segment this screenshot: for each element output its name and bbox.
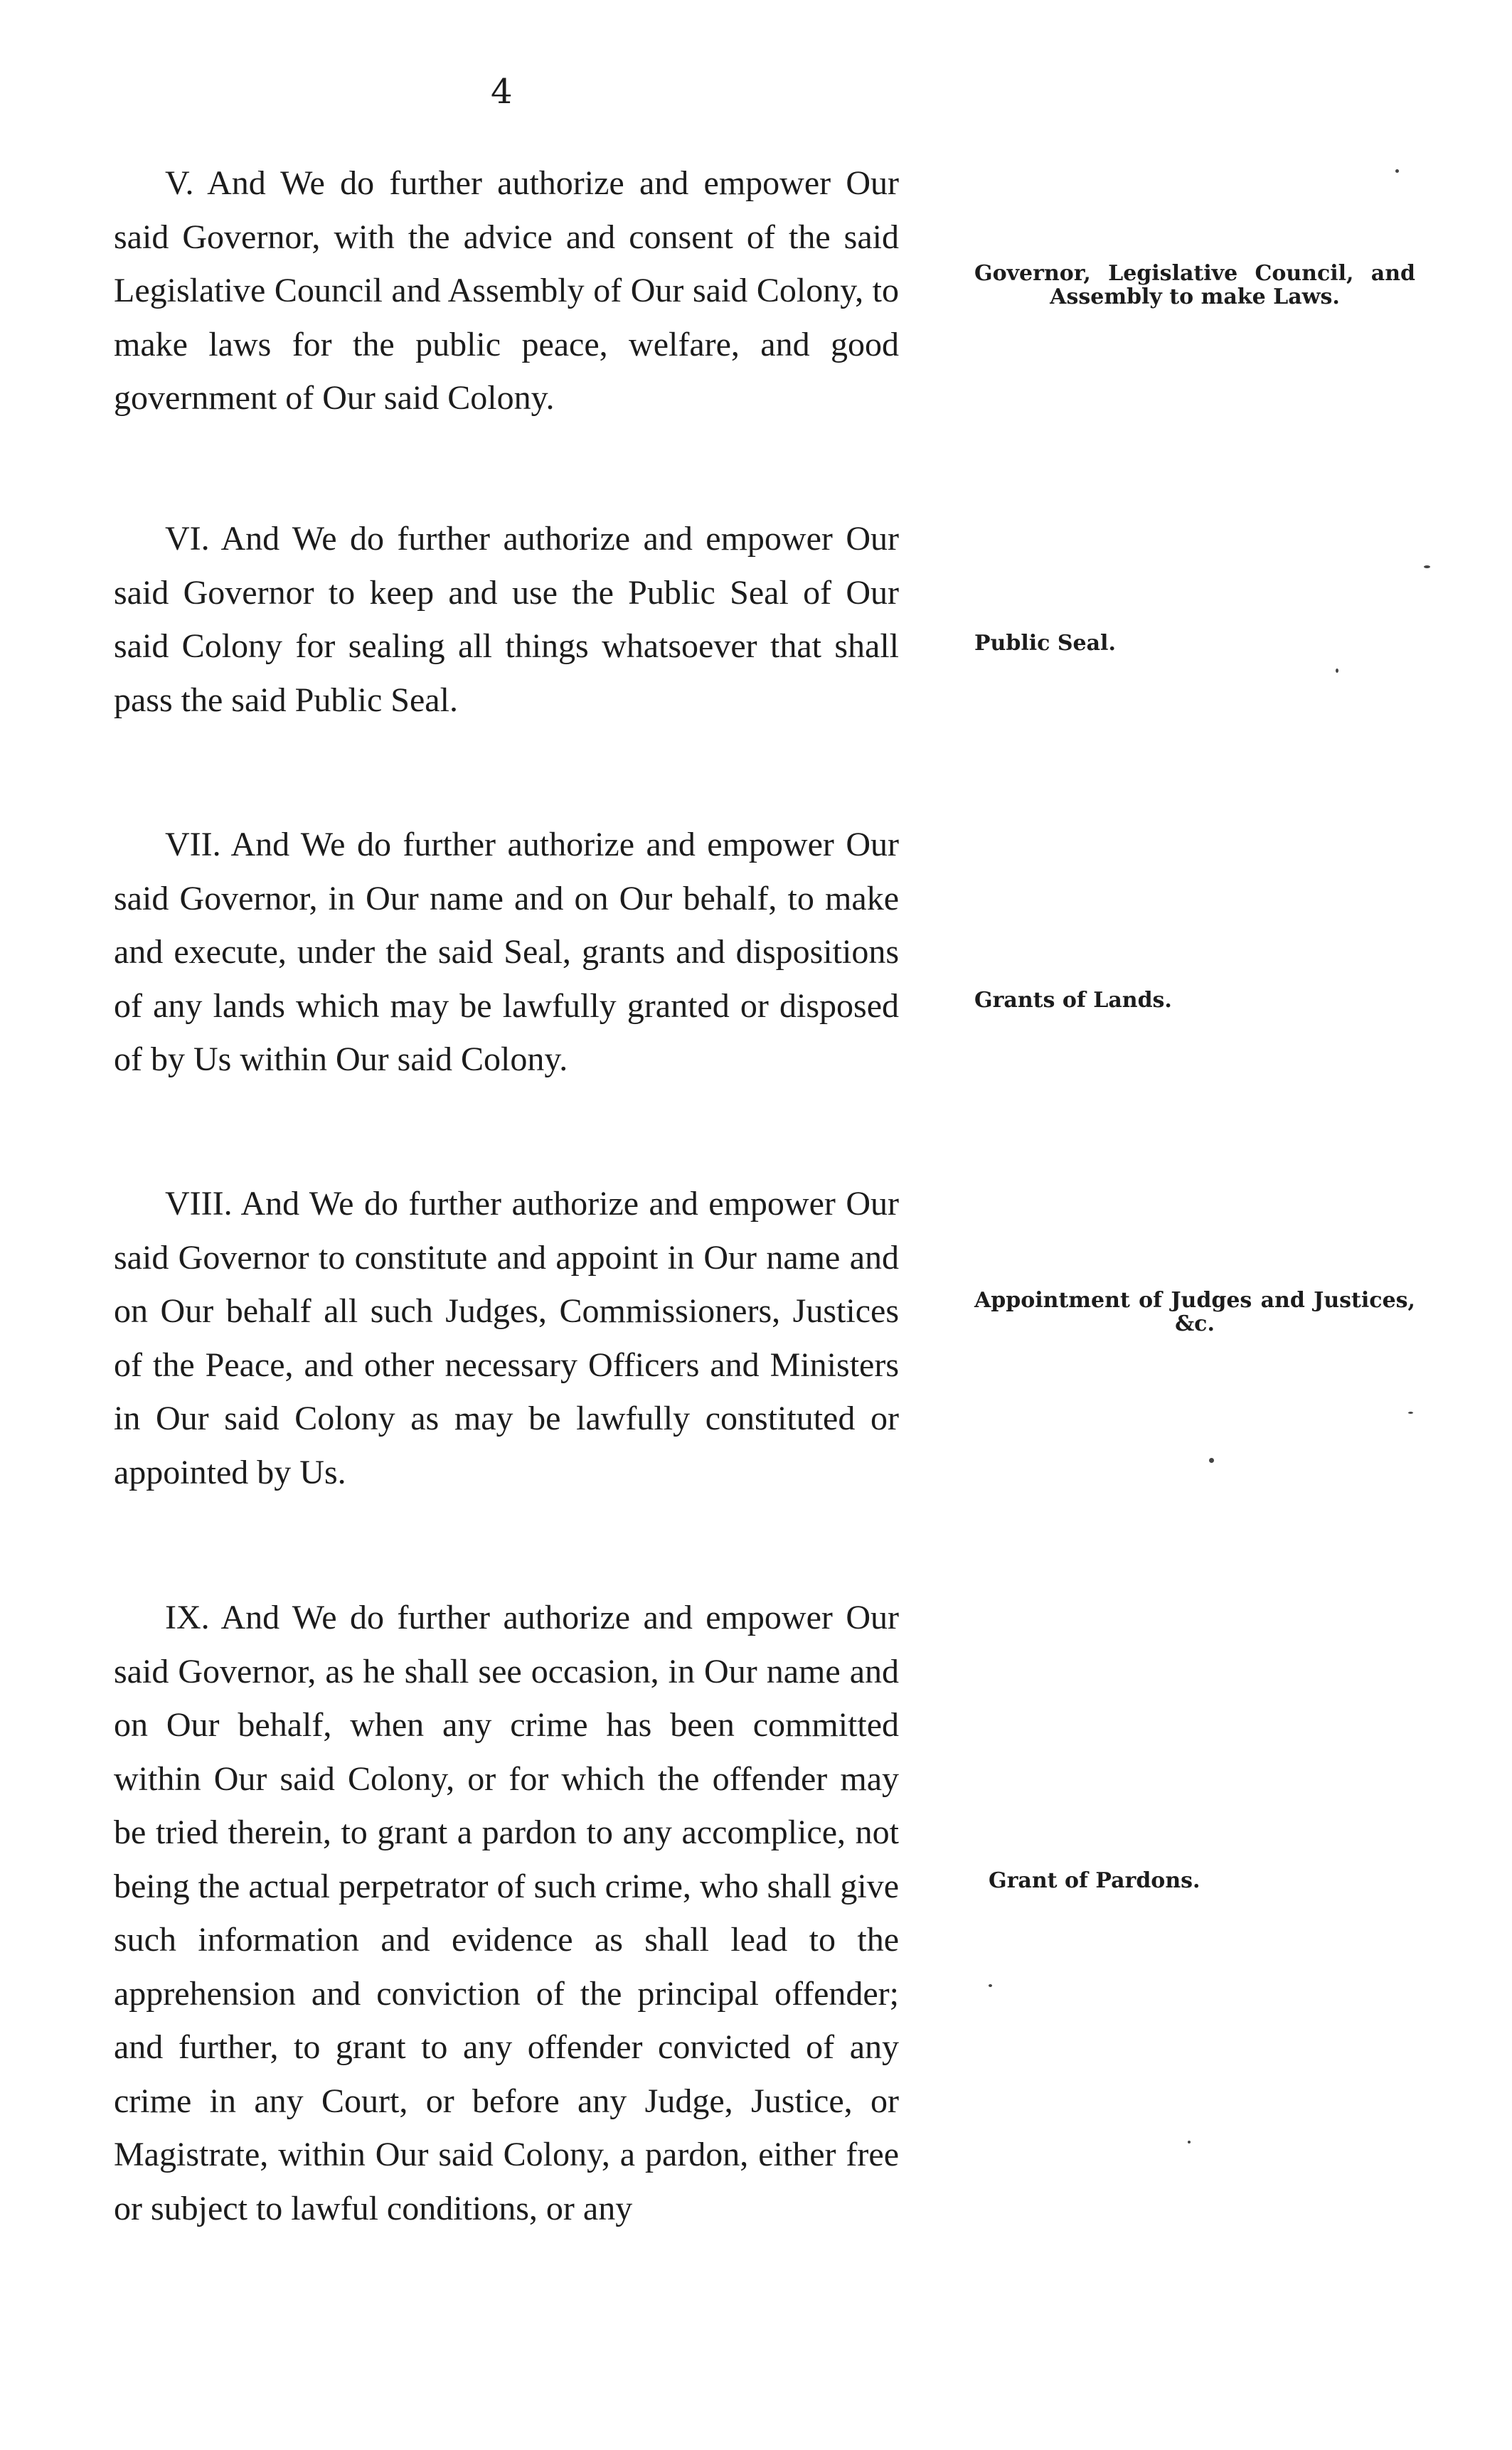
scan-speck: [1336, 669, 1338, 673]
scan-speck: [1395, 169, 1399, 173]
clause-vii: VII. And We do further authorize and empower Our said Governor, in Our name and on Our behalf, to make and execute, under the said Seal, grants and dispositions of any lands which may be lawfully granted or disposed of by Us within Our said Colony.: [114, 826, 899, 1078]
margin-note-grant-of-pardons: Grant of Pardons.: [989, 1868, 1200, 1893]
clause-ix: IX. And We do further authorize and empower Our said Governor, as he shall see occasion, in Our name and on Our behalf, when any crime has been committed within Our said Colony, or for which the offender may be tried therein, to grant a pardon to any accomplice, not being the actual perpetrator of such crime, who shall give such information and evidence as shall lead to the apprehension and conviction of the principal offender; and further, to grant to any offender convicted of any crime in any Court, or before any Judge, Justice, or Magistrate, within Our said Colony, a pardon, either free or subject to lawful conditions, or any: [114, 1599, 899, 2227]
margin-note-grants-of-lands: Grants of Lands.: [974, 988, 1172, 1013]
margin-note-appointment-of-judges: Appointment of Judges and Justices, &c.: [974, 1288, 1415, 1336]
scan-speck: [1408, 1412, 1413, 1414]
scan-speck: [989, 1984, 992, 1987]
margin-note-governor-legislative-council: Governor, Legislative Council, and Assembly to make Laws.: [974, 261, 1415, 309]
margin-note-public-seal: Public Seal.: [974, 631, 1116, 656]
clause-v: V. And We do further authorize and empower Our said Governor, with the advice and consent of the said Legislative Council and Assembly of Our said Colony, to make laws for the public peace, welfare, and good government of Our said Colony.: [114, 164, 899, 417]
scan-speck: [1424, 565, 1430, 568]
clause-viii: VIII. And We do further authorize and empower Our said Governor to constitute and appoint in Our name and on Our behalf all such Judges, Commissioners, Justices of the Peace, and other necessary Officers and Ministers in Our said Colony as may be lawfully constituted or appointed by Us.: [114, 1185, 899, 1491]
scan-speck: [1188, 2141, 1191, 2143]
clause-vi: VI. And We do further authorize and empower Our said Governor to keep and use the Public Seal of Our said Colony for sealing all things whatsoever that shall pass the said Public Seal.: [114, 520, 899, 719]
page-number: 4: [491, 72, 513, 112]
scan-speck: [1209, 1458, 1214, 1463]
